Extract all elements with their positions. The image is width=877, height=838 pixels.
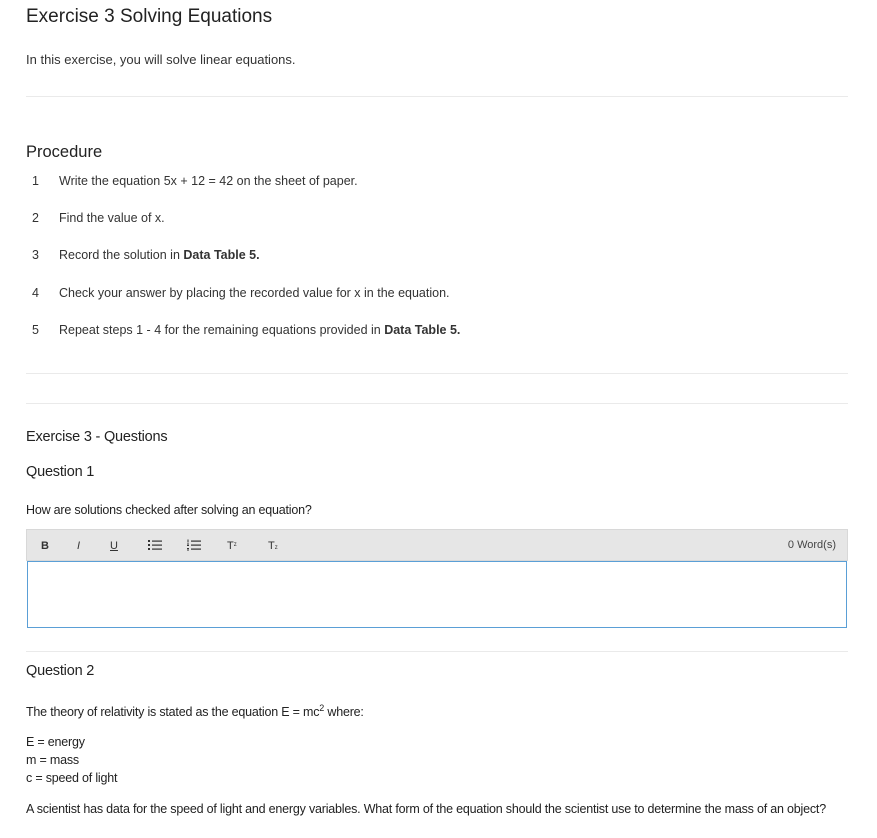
step-number: 4 [32,286,39,300]
subscript-button[interactable]: Tz [268,540,278,552]
answer-textarea[interactable] [27,561,847,628]
data-table-reference: Data Table 5. [183,248,260,262]
italic-button[interactable]: I [77,540,81,552]
intro-text: In this exercise, you will solve linear equations. [26,52,296,67]
bullet-list-icon[interactable] [148,539,162,551]
procedure-title: Procedure [26,143,103,161]
step-number: 3 [32,248,39,262]
question-1-text: How are solutions checked after solving an equation? [26,503,312,517]
bold-button[interactable]: B [41,540,49,552]
step-text: Check your answer by placing the recorded value for x in the equation. [59,286,450,300]
word-count: 0 Word(s) [787,539,836,551]
superscript-button[interactable]: $T^z$ [227,540,237,552]
divider [26,651,848,652]
step-number: 1 [32,174,39,188]
data-table-reference: Data Table 5. [384,323,461,337]
step-text: Repeat steps 1 - 4 for the remaining equations provided in Data Table 5. [59,323,461,337]
step-text: Find the value of x. [59,211,165,225]
question-1-title: Question 1 [26,464,95,480]
question-2-prompt: A scientist has data for the speed of light and energy variables. What form of the equation should the scientist use to determine the mass of an object? [26,802,826,816]
question-2-title: Question 2 [26,663,95,679]
variable-definitions [26,733,117,787]
editor-toolbar [26,529,848,561]
page-title: Exercise 3 Solving Equations [26,6,273,27]
numbered-list-icon[interactable] [187,539,201,551]
underline-button[interactable]: U [110,540,118,552]
step-text: Record the solution in Data Table 5. [59,248,260,262]
definition-mass: m = mass [26,753,79,767]
step-number: 5 [32,323,39,337]
definition-energy: E = energy [26,735,85,749]
step-number: 2 [32,211,39,225]
definition-speed-of-light: c = speed of light [26,771,118,785]
divider [26,373,848,374]
questions-section-title: Exercise 3 - Questions [26,429,168,445]
step-text: Write the equation 5x + 12 = 42 on the sheet of paper. [59,174,358,188]
divider [26,403,848,404]
divider [26,96,848,97]
question-2-text: The theory of relativity is stated as the equation $E = mc^2$ where: [26,703,364,720]
